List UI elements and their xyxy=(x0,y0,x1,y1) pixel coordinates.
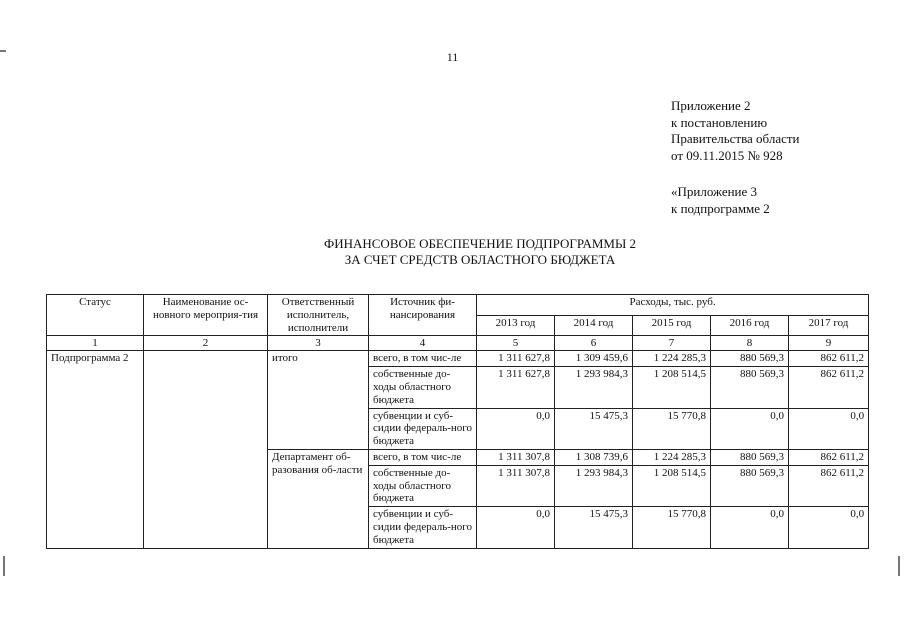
appendix-line: к постановлению xyxy=(671,114,768,130)
value-cell: 862 611,2 xyxy=(789,367,869,408)
appendix-line: Правительства области xyxy=(671,131,800,146)
column-index: 8 xyxy=(711,336,789,351)
column-index: 1 xyxy=(47,336,144,351)
appendix-line: к подпрограмме 2 xyxy=(671,200,770,216)
column-index: 6 xyxy=(555,336,633,351)
source-cell: субвенции и суб-сидии федераль-ного бюджета xyxy=(369,408,477,449)
value-cell: 1 293 984,3 xyxy=(555,465,633,506)
header-year: 2017 год xyxy=(789,315,869,336)
value-cell: 0,0 xyxy=(477,408,555,449)
header-activity: Наименование ос-новного мероприя-тия xyxy=(144,295,268,336)
appendix-line: Приложение 2 xyxy=(671,98,751,113)
value-cell: 1 208 514,5 xyxy=(633,367,711,408)
value-cell: 862 611,2 xyxy=(789,449,869,465)
header-executor: Ответственный исполнитель, исполнители xyxy=(268,295,369,336)
header-year: 2013 год xyxy=(477,315,555,336)
value-cell: 15 475,3 xyxy=(555,507,633,548)
value-cell: 0,0 xyxy=(711,408,789,449)
value-cell: 862 611,2 xyxy=(789,351,869,367)
value-cell: 1 311 627,8 xyxy=(477,351,555,367)
document-title xyxy=(0,236,905,268)
appendix-block-2 xyxy=(671,184,770,217)
header-row xyxy=(47,295,869,316)
executor-cell: итого xyxy=(268,351,369,450)
value-cell: 880 569,3 xyxy=(711,367,789,408)
header-year: 2016 год xyxy=(711,315,789,336)
column-index: 9 xyxy=(789,336,869,351)
value-cell: 15 475,3 xyxy=(555,408,633,449)
column-index: 5 xyxy=(477,336,555,351)
scan-edge-mark xyxy=(0,50,6,52)
source-cell: собственные до-ходы областного бюджета xyxy=(369,465,477,506)
title-line: ФИНАНСОВОЕ ОБЕСПЕЧЕНИЕ ПОДПРОГРАММЫ 2 xyxy=(323,236,637,251)
value-cell: 880 569,3 xyxy=(711,465,789,506)
activity-cell xyxy=(144,351,268,548)
column-index-row xyxy=(47,336,869,351)
table-row xyxy=(47,351,869,367)
scan-edge-mark xyxy=(3,556,5,576)
column-index: 3 xyxy=(268,336,369,351)
header-year: 2015 год xyxy=(633,315,711,336)
value-cell: 15 770,8 xyxy=(633,507,711,548)
value-cell: 1 224 285,3 xyxy=(633,449,711,465)
column-index: 2 xyxy=(144,336,268,351)
value-cell: 880 569,3 xyxy=(711,449,789,465)
value-cell: 0,0 xyxy=(477,507,555,548)
header-expenses: Расходы, тыс. руб. xyxy=(477,295,869,316)
source-cell: всего, в том чис-ле xyxy=(369,351,477,367)
source-cell: собственные до-ходы областного бюджета xyxy=(369,367,477,408)
source-cell: субвенции и суб-сидии федераль-ного бюджета xyxy=(369,507,477,548)
value-cell: 1 308 739,6 xyxy=(555,449,633,465)
value-cell: 1 311 627,8 xyxy=(477,367,555,408)
scan-edge-mark xyxy=(898,556,900,576)
header-source: Источник фи-нансирования xyxy=(369,295,477,336)
page-number: 11 xyxy=(446,50,459,64)
value-cell: 1 311 307,8 xyxy=(477,449,555,465)
appendix-line: «Приложение 3 xyxy=(671,184,758,199)
column-index: 7 xyxy=(633,336,711,351)
value-cell: 15 770,8 xyxy=(633,408,711,449)
title-line: ЗА СЧЕТ СРЕДСТВ ОБЛАСТНОГО БЮДЖЕТА xyxy=(344,252,616,267)
header-year: 2014 год xyxy=(555,315,633,336)
value-cell: 1 224 285,3 xyxy=(633,351,711,367)
value-cell: 1 208 514,5 xyxy=(633,465,711,506)
value-cell: 0,0 xyxy=(789,408,869,449)
header-status: Статус xyxy=(47,295,144,336)
status-cell: Подпрограмма 2 xyxy=(47,351,144,548)
value-cell: 880 569,3 xyxy=(711,351,789,367)
value-cell: 1 309 459,6 xyxy=(555,351,633,367)
value-cell: 0,0 xyxy=(789,507,869,548)
value-cell: 1 293 984,3 xyxy=(555,367,633,408)
executor-cell: Департамент об-разования об-ласти xyxy=(268,449,369,548)
column-index: 4 xyxy=(369,336,477,351)
financing-table xyxy=(46,294,869,549)
value-cell: 1 311 307,8 xyxy=(477,465,555,506)
appendix-line: от 09.11.2015 № 928 xyxy=(671,147,783,163)
value-cell: 862 611,2 xyxy=(789,465,869,506)
appendix-block xyxy=(671,98,800,164)
value-cell: 0,0 xyxy=(711,507,789,548)
source-cell: всего, в том чис-ле xyxy=(369,449,477,465)
